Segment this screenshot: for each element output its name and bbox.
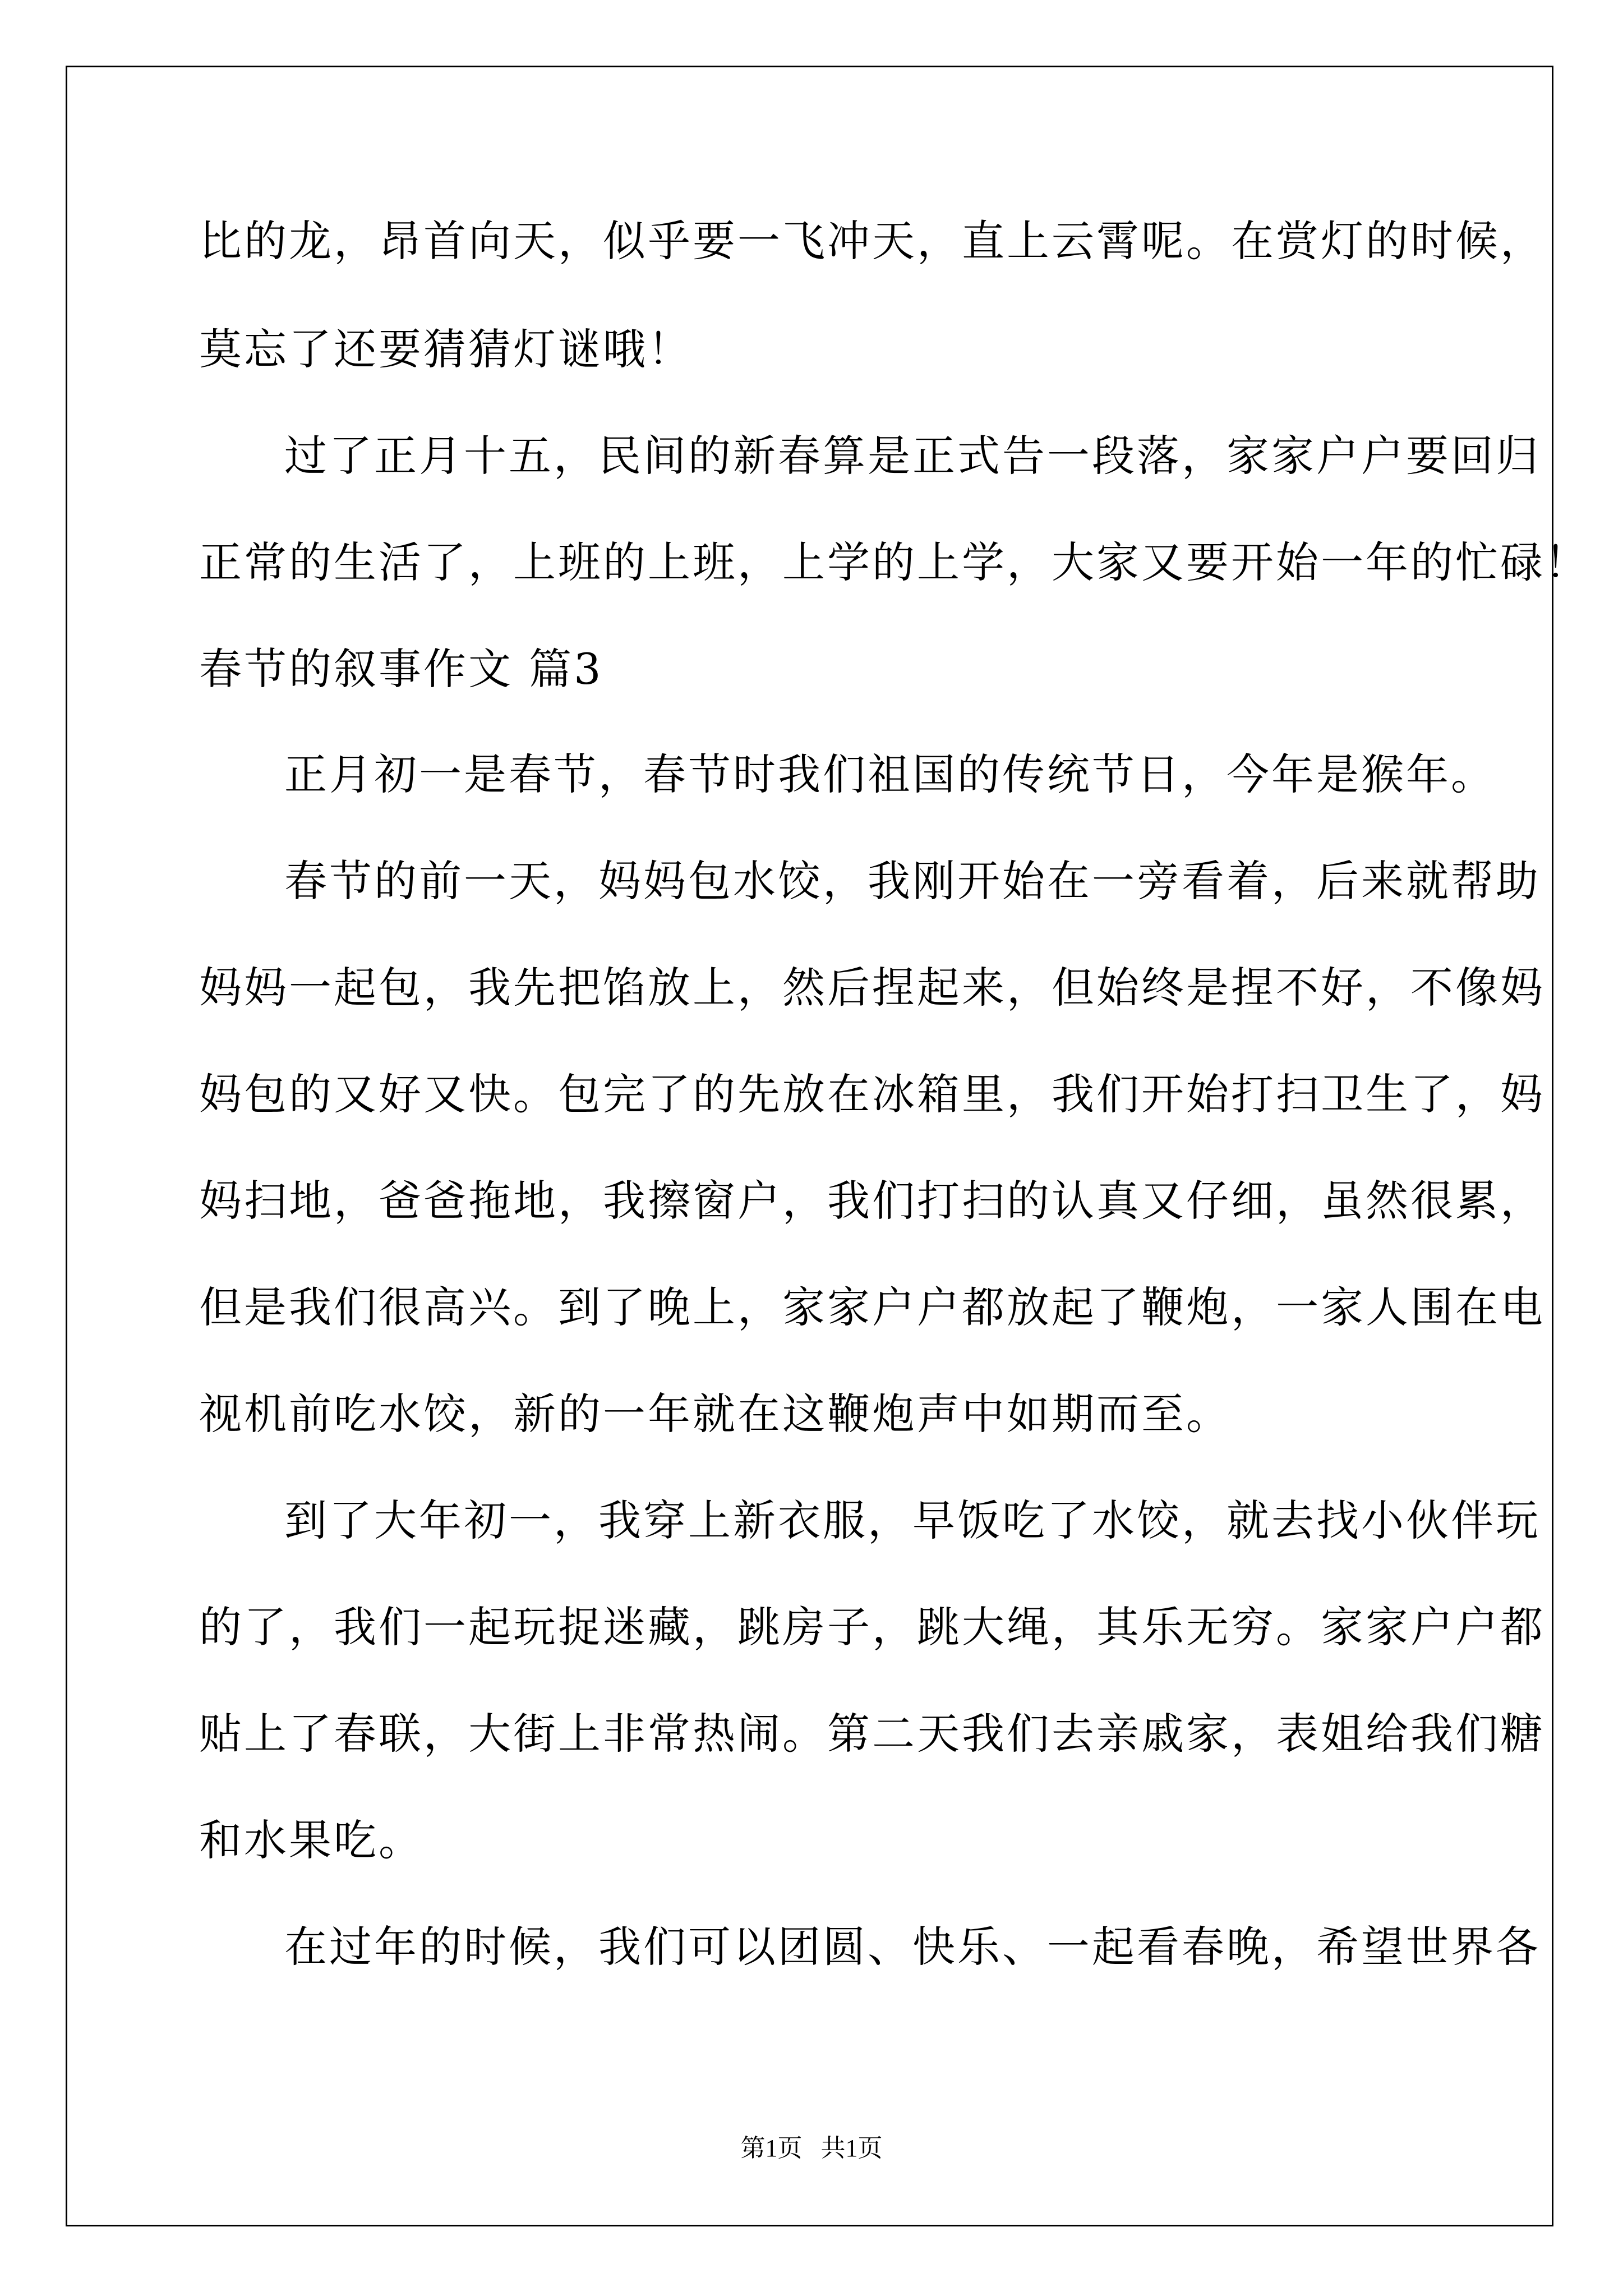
text-line: 和水果吃。: [199, 1815, 423, 1865]
paragraph-start-line: 正月初一是春节，春节时我们祖国的传统节日，今年是猴年。: [284, 749, 1496, 799]
paragraph-start-line: 过了正月十五，民间的新春算是正式告一段落，家家户户要回归: [284, 431, 1541, 481]
text-line: 妈扫地，爸爸拖地，我擦窗户，我们打扫的认真又仔细，虽然很累，: [199, 1176, 1545, 1226]
text-line: 视机前吃水饺，新的一年就在这鞭炮声中如期而至。: [199, 1389, 1231, 1439]
page-total: 共1页: [820, 2134, 883, 2162]
text-line: 妈包的又好又快。包完了的先放在冰箱里，我们开始打扫卫生了，妈: [199, 1069, 1545, 1119]
page-number: 第1页: [740, 2134, 803, 2162]
text-line: 贴上了春联，大街上非常热闹。第二天我们去亲戚家，表姐给我们糖: [199, 1709, 1545, 1759]
text-line: 妈妈一起包，我先把馅放上，然后捏起来，但始终是捏不好，不像妈: [199, 963, 1545, 1013]
section-heading: 春节的叙事作文 篇3: [199, 644, 603, 694]
paragraph-start-line: 到了大年初一，我穿上新衣服，早饭吃了水饺，就去找小伙伴玩: [284, 1496, 1541, 1545]
text-line: 正常的生活了，上班的上班，上学的上学，大家又要开始一年的忙碌！: [199, 537, 1590, 587]
paragraph-start-line: 在过年的时候，我们可以团圆、快乐、一起看春晚，希望世界各: [284, 1922, 1541, 1972]
page-frame: [66, 66, 1553, 2226]
text-line: 的了，我们一起玩捉迷藏，跳房子，跳大绳，其乐无穷。家家户户都: [199, 1602, 1545, 1652]
text-line: 但是我们很高兴。到了晚上，家家户户都放起了鞭炮，一家人围在电: [199, 1282, 1545, 1332]
paragraph-start-line: 春节的前一天，妈妈包水饺，我刚开始在一旁看着，后来就帮助: [284, 856, 1541, 906]
page-footer: [0, 2132, 1623, 2165]
text-line: 比的龙，昂首向天，似乎要一飞冲天，直上云霄呢。在赏灯的时候，: [199, 216, 1545, 266]
text-line: 莫忘了还要猜猜灯谜哦！: [199, 324, 693, 374]
